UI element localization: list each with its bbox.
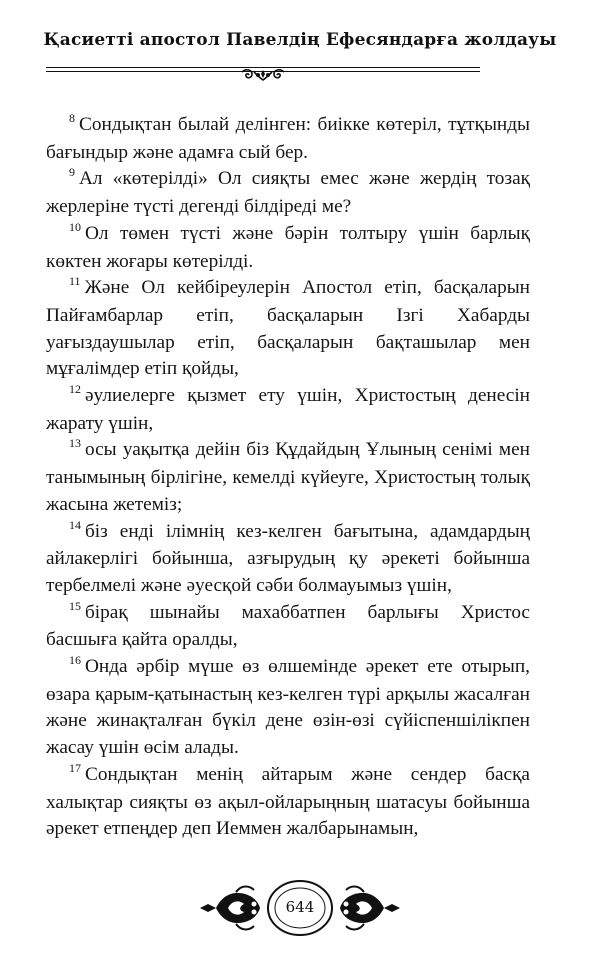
verse-number: 8 (69, 111, 75, 125)
verse-text: Ал «көтерілді» Ол сияқты емес және жердің тозақ жерлеріне түсті дегенді білдіреді ме? (46, 168, 530, 218)
verse-12 (46, 383, 530, 437)
verse-number: 17 (69, 760, 81, 775)
verse-9 (46, 166, 530, 220)
verse-17 (46, 762, 530, 843)
verse-text: әулиелерге қызмет ету үшін, Христостың денесін жарату үшін, (46, 385, 530, 434)
verse-number: 10 (69, 219, 81, 234)
verse-number: 9 (69, 165, 75, 180)
verse-13 (46, 437, 530, 518)
header-ornament-icon (238, 66, 288, 84)
verse-number: 16 (69, 653, 81, 668)
verse-text: бірақ шынайы махаббатпен барлығы Христос басшыға қайта оралды, (46, 601, 530, 651)
verse-text: біз енді ілімнің кез-келген бағытына, адамдардың айлакерлігі бойынша, азғырудың қу әрекеті бойынша тербелмелі және әуесқой сәби болмауымыз үшін, (46, 520, 530, 596)
verse-10 (46, 221, 530, 275)
verse-text: Сондықтан менің айтарым және сендер басқа халықтар сияқты өз ақыл-ойларыңның шатасуы бойынша әрекет етпеңдер деп Иеммен жалбарынамын, (46, 763, 530, 840)
verse-number: 12 (69, 382, 81, 397)
running-header-title: Қасиетті апостол Павелдің Ефесяндарға жолдауы (43, 30, 557, 50)
verse-text: Ол төмен түсті және бәрін толтыру үшін барлық көктен жоғары көтерілді. (46, 222, 530, 272)
verse-11 (46, 275, 530, 383)
verse-16 (46, 654, 530, 762)
verse-number: 15 (69, 598, 81, 613)
page-footer (198, 878, 402, 944)
verse-text: Онда әрбір мүше өз өлшемінде әрекет ете отырып, өзара қарым-қатынастың кез-келген түрі арқылы жасалған және жинақталған бүкіл дене өзін-өзі сүйіспеншілікпен жасау үшін өсім алады. (46, 656, 530, 759)
verse-number: 11 (69, 274, 81, 289)
verse-8 (46, 112, 530, 166)
verse-15 (46, 600, 530, 654)
verse-14 (46, 519, 530, 600)
verse-number: 14 (69, 517, 81, 532)
verse-text: Сондықтан былай делінген: биікке көтеріл, тұтқынды бағындыр және адамға сый бер. (46, 114, 530, 163)
page-number: 644 (285, 898, 315, 916)
verse-number: 13 (69, 436, 81, 451)
verse-text: осы уақытқа дейін біз Құдайдың Ұлының сенімі мен танымының бірлігіне, кемелді күйеуге, Христостың толық жасына жетеміз; (46, 439, 530, 515)
verse-text-body (46, 112, 530, 843)
verse-text: Және Ол кейбіреулерін Апостол етіп, басқаларын Пайғамбарлар етіп, басқаларын Ізгі Хабарды уағыздаушылар етіп, басқаларын бақташылар мен мұғалімдер етіп қойды, (46, 277, 530, 380)
